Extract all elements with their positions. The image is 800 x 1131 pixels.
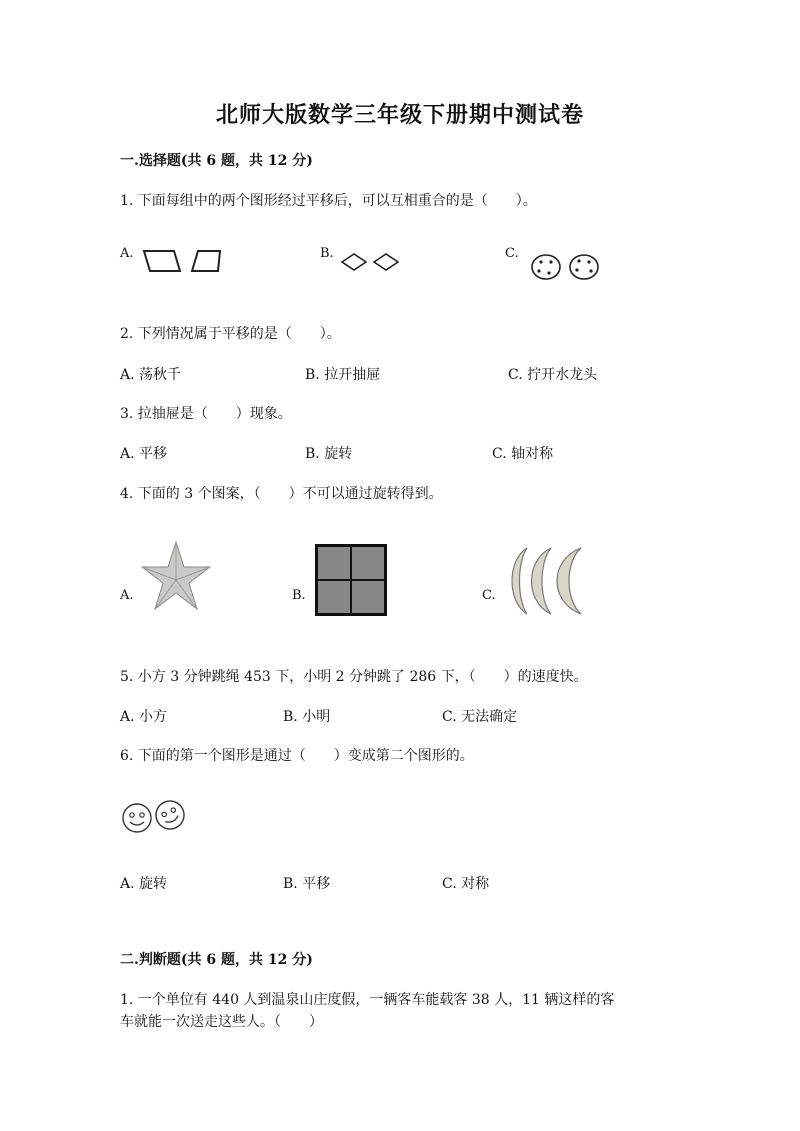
q1-option-b-label: B. [320,246,334,261]
question-4-text: 4. 下面的 3 个图案，（ ）不可以通过旋转得到。 [120,486,443,502]
q3-option-a: A. 平移 [120,446,168,462]
q3-option-b: B. 旋转 [305,446,353,462]
page-title: 北师大版数学三年级下册期中测试卷 [215,102,584,128]
q3-option-c: C. 轴对称 [492,446,554,462]
q4-option-c-crescents-figure [505,546,585,616]
q1-option-b-diamonds-figure [338,250,408,274]
question-2-text: 2. 下列情况属于平移的是（ ）。 [120,326,341,342]
q5-option-a: A. 小方 [120,709,168,725]
q5-option-c: C. 无法确定 [442,709,518,725]
question-5-text: 5. 小方 3 分钟跳绳 453 下，小明 2 分钟跳了 286 下，（ ）的速度快。 [120,669,588,685]
section-heading-judgement: 二.判断题(共 6 题，共 12 分) [120,952,313,968]
section-heading-choice: 一.选择题(共 6 题，共 12 分) [120,153,313,169]
question-3-text: 3. 拉抽屉是（ ）现象。 [120,406,292,422]
q2-option-c: C. 拧开水龙头 [508,367,598,383]
q6-option-a: A. 旋转 [120,876,168,892]
judgement-question-1-line-2: 车就能一次送走这些人。（ ） [120,1014,323,1030]
q4-option-a-label: A. [120,588,134,603]
judgement-question-1-line-1: 1. 一个单位有 440 人到温泉山庄度假，一辆客车能载客 38 人，11 辆这样的客 [120,992,615,1008]
q1-option-a-parallelograms-figure [140,248,230,276]
q4-option-b-label: B. [292,588,306,603]
q1-option-a-label: A. [120,246,134,261]
q4-option-c-label: C. [482,588,496,603]
q1-option-c-label: C. [505,246,519,261]
q6-option-b: B. 平移 [283,876,331,892]
q1-option-c-dotted-circles-figure [530,252,606,284]
q5-option-b: B. 小明 [283,709,331,725]
q6-smiley-faces-figure [120,800,190,834]
q4-option-b-square-grid-figure [315,544,387,616]
q2-option-b: B. 拉开抽屉 [305,367,381,383]
question-6-text: 6. 下面的第一个图形是通过（ ）变成第二个图形的。 [120,748,474,764]
question-1-text: 1. 下面每组中的两个图形经过平移后，可以互相重合的是（ ）。 [120,193,537,209]
q2-option-a: A. 荡秋千 [120,367,182,383]
q4-option-a-star-figure [140,540,212,612]
q6-option-c: C. 对称 [442,876,490,892]
